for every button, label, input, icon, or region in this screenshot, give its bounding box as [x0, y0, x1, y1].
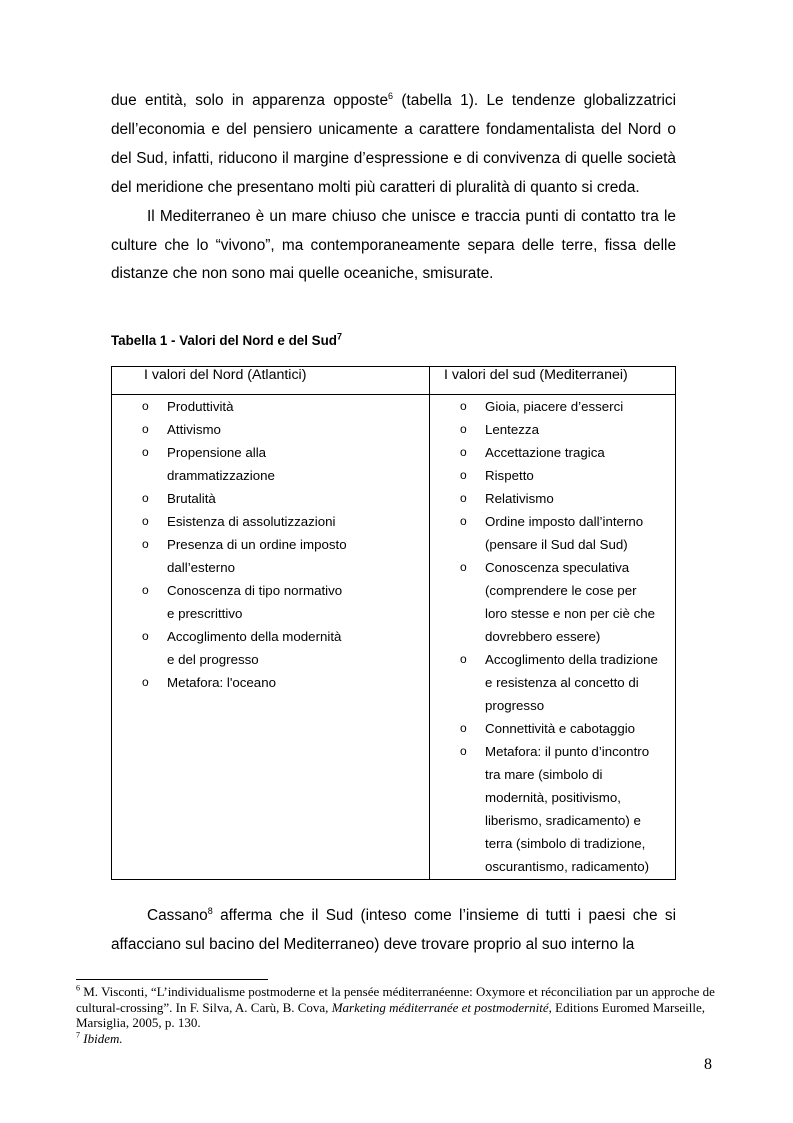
north-value-item: [142, 487, 429, 510]
south-values-cell: [430, 395, 676, 880]
north-value-item: [142, 579, 429, 625]
page-number: 8: [704, 1056, 712, 1073]
north-value-item-text: Attivismo: [167, 422, 221, 437]
south-value-item-text: Accettazione tragica: [485, 445, 605, 460]
south-values-list: [430, 395, 675, 878]
south-value-item-text: Rispetto: [485, 468, 534, 483]
bullet-marker: o: [460, 468, 467, 482]
footnote-7-text: Ibidem.: [83, 1030, 123, 1046]
bullet-marker: o: [142, 491, 149, 505]
footnote-separator: [76, 979, 268, 980]
north-values-list: [112, 395, 429, 694]
values-table: [111, 366, 676, 880]
north-value-item: [142, 418, 429, 441]
south-value-item: [460, 487, 675, 510]
table-body-row: [112, 395, 676, 880]
bullet-marker: o: [142, 422, 149, 436]
south-value-item: [460, 464, 675, 487]
footnote-7-number: 7: [76, 1030, 80, 1040]
bullet-marker: o: [460, 399, 467, 413]
south-value-item: [460, 510, 675, 556]
south-value-item-text: Connettività e cabotaggio: [485, 721, 636, 736]
south-value-item: [460, 418, 675, 441]
south-value-item-text: Accoglimento della tradizione e resistenza al concetto di progresso: [485, 652, 658, 713]
footnotes: [76, 984, 726, 1046]
south-values-header: I valori del sud (Mediterranei): [430, 367, 676, 395]
footnote-ref-6: 6: [388, 90, 394, 101]
south-value-item-text: Metafora: il punto d’incontro tra mare (simbolo di modernità, positivismo, liberismo, sradicamento) e terra (simbolo di tradizione, oscurantismo, radicamento): [485, 744, 650, 874]
north-value-item-text: Esistenza di assolutizzazioni: [167, 514, 336, 529]
north-value-item-text: Metafora: l'oceano: [167, 675, 276, 690]
south-value-item-text: Ordine imposto dall’interno (pensare il Sud dal Sud): [485, 514, 644, 552]
table-header-row: [112, 367, 676, 395]
bullet-marker: o: [142, 629, 149, 643]
north-value-item-text: Presenza di un ordine imposto dall’esterno: [167, 537, 347, 575]
bullet-marker: o: [142, 675, 149, 689]
table-caption: [111, 330, 342, 352]
north-value-item-text: Brutalità: [167, 491, 216, 506]
bullet-marker: o: [460, 422, 467, 436]
bullet-marker: o: [460, 721, 467, 735]
body-text-top: [111, 87, 676, 289]
footnote-7: [76, 1031, 726, 1047]
bullet-marker: o: [142, 514, 149, 528]
north-value-item: [142, 395, 429, 418]
bullet-marker: o: [460, 744, 467, 758]
north-value-item-text: Accoglimento della modernità e del progresso: [167, 629, 342, 667]
bullet-marker: o: [460, 491, 467, 505]
bullet-marker: o: [142, 583, 149, 597]
bullet-marker: o: [460, 560, 467, 574]
south-value-item: [460, 556, 675, 648]
south-value-item: [460, 441, 675, 464]
south-value-item: [460, 717, 675, 740]
south-value-item-text: Conoscenza speculativa (comprendere le cose per loro stesse e non per ciè che dovrebbero essere): [485, 560, 656, 644]
paragraph-2: Il Mediterraneo è un mare chiuso che unisce e traccia punti di contatto tra le culture che lo “vivono”, ma contemporaneamente separa delle terre, fissa delle distanze che non sono mai quelle oceaniche, smisurate.: [111, 207, 676, 283]
bullet-marker: o: [460, 652, 467, 666]
footnote-6-text-b: , Editions Euromed Marseille, Marsiglia, 2005, p. 130.: [76, 999, 706, 1030]
south-value-item: [460, 395, 675, 418]
south-value-item-text: Gioia, piacere d’esserci: [485, 399, 624, 414]
paragraph-3-text-a: Cassano: [147, 907, 208, 924]
footnote-6: [76, 984, 726, 1031]
paragraph-1-text-a: due entità, solo in apparenza opposte: [111, 92, 389, 109]
north-value-item: [142, 510, 429, 533]
bullet-marker: o: [460, 514, 467, 528]
south-value-item-text: Lentezza: [485, 422, 539, 437]
footnote-6-title: Marketing méditerranée et postmodernité: [331, 999, 549, 1015]
paragraph-1-text-b: (tabella 1). Le tendenze globalizzatrici dell’economia e del pensiero unicamente a carattere fondamentalista del Nord o del Sud, infatti, riducono il margine d’espressione e di convivenza di quelle società del meridione che presentano molti più caratteri di pluralità di quanto si creda.: [111, 92, 676, 196]
north-value-item-text: Propensione alla drammatizzazione: [167, 445, 275, 483]
north-value-item: [142, 671, 429, 694]
body-text-bottom: [111, 902, 676, 960]
bullet-marker: o: [142, 399, 149, 413]
south-value-item-text: Relativismo: [485, 491, 554, 506]
north-value-item: [142, 441, 429, 487]
north-value-item: [142, 625, 429, 671]
south-value-item: [460, 648, 675, 717]
footnote-6-text-a: M. Visconti, “L’individualisme postmoderne et la pensée méditerranéenne: Oxymore et réconciliation par un approche de cultural-crossing”. In F. Silva, A. Carù, B. Cova,: [76, 984, 715, 1015]
paragraph-1: [111, 87, 676, 203]
north-value-item-text: Produttività: [167, 399, 234, 414]
north-value-item-text: Conoscenza di tipo normativo e prescrittivo: [167, 583, 343, 621]
bullet-marker: o: [460, 445, 467, 459]
bullet-marker: o: [142, 537, 149, 551]
paragraph-3: [111, 902, 676, 960]
paragraph-3-text-b: afferma che il Sud (inteso come l’insieme di tutti i paesi che si affacciano sul bacino del Mediterraneo) deve trovare proprio al suo interno la: [111, 907, 676, 953]
north-values-header: I valori del Nord (Atlantici): [112, 367, 430, 395]
north-values-cell: [112, 395, 430, 880]
footnote-ref-8: 8: [207, 905, 213, 916]
north-value-item: [142, 533, 429, 579]
footnote-ref-7: 7: [336, 331, 342, 342]
south-value-item: [460, 740, 675, 878]
footnote-6-number: 6: [76, 983, 80, 993]
table-caption-text: Tabella 1 - Valori del Nord e del Sud: [111, 333, 337, 348]
bullet-marker: o: [142, 445, 149, 459]
